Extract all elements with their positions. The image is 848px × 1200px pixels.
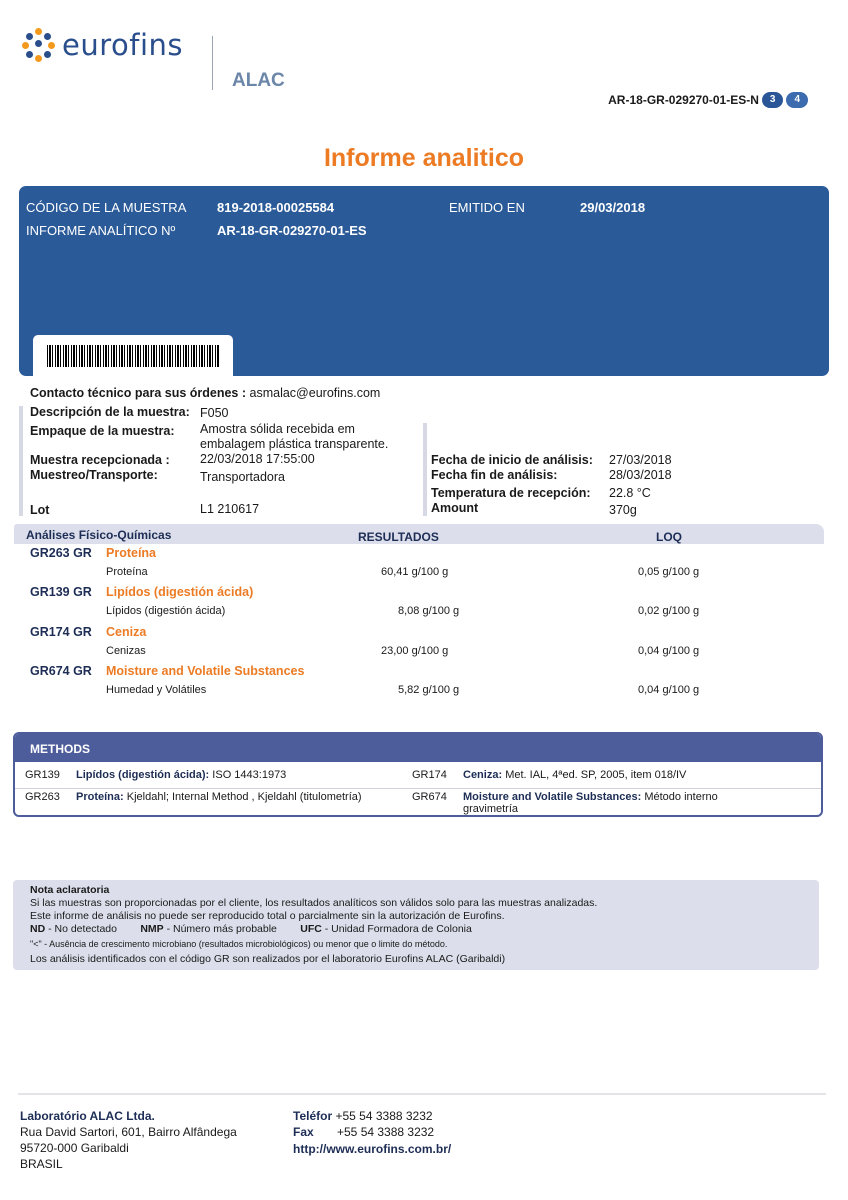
amount-label: Amount — [431, 501, 479, 515]
temp-value: 22.8 °C — [609, 486, 651, 500]
loq-value: 0,04 g/100 g — [638, 645, 700, 657]
start-date-label: Fecha de inicio de análisis: — [431, 453, 593, 467]
pack-value-2: embalagem plástica transparente. — [200, 437, 389, 451]
note-line: Este informe de análisis no puede ser reproducido total o parcialmente sin la autorización de Eurofins. — [30, 910, 505, 922]
footer-company: Laboratório ALAC Ltda. — [20, 1109, 155, 1123]
method-text: Kjeldahl; Internal Method , Kjeldahl (titulometría) — [126, 791, 362, 803]
barcode-bars — [47, 345, 219, 367]
analysis-code: GR674 GR — [30, 664, 92, 678]
methods-separator — [15, 788, 821, 789]
methods-box — [13, 732, 823, 817]
end-date-label: Fecha fin de análisis: — [431, 468, 558, 482]
pack-label: Empaque de la muestra: — [30, 424, 175, 438]
method-code: GR263 — [25, 791, 60, 803]
method-code: GR139 — [25, 769, 60, 781]
logo-divider — [212, 36, 213, 90]
loq-value: 0,05 g/100 g — [638, 566, 700, 578]
received-value: 22/03/2018 17:55:00 — [200, 452, 315, 466]
temp-label: Temperatura de recepción: — [431, 486, 591, 500]
info-right-bar — [423, 423, 427, 516]
result-value: 8,08 g/100 g — [398, 605, 460, 617]
methods-title: METHODS — [30, 742, 90, 756]
pack-value-1: Amostra sólida recebida em — [200, 422, 355, 436]
brand-name: eurofins — [62, 28, 184, 62]
method-code: GR674 — [412, 791, 447, 803]
abbr-nd: ND — [30, 923, 46, 935]
received-label: Muestra recepcionada : — [30, 453, 170, 467]
result-value: 5,82 g/100 g — [398, 684, 460, 696]
note-line: Si las muestras son proporcionadas por el cliente, los resultados analíticos son válidos solo para las muestras analizadas. — [30, 897, 598, 909]
note-title: Nota aclaratoria — [30, 884, 110, 896]
footer-fax — [293, 1125, 434, 1139]
method-name: Proteína: — [76, 791, 124, 803]
transport-value: Transportadora — [200, 470, 285, 484]
col-results: RESULTADOS — [358, 530, 439, 544]
end-date-value: 28/03/2018 — [609, 468, 672, 482]
parameter-name: Proteína — [106, 566, 148, 578]
result-value: 23,00 g/100 g — [381, 645, 449, 657]
abbr-nd-text: - No detectado — [48, 923, 117, 935]
note-line-small: "<" - Ausência de crescimento microbiano (resultados microbiológicos) ou menor que o limite do método. — [30, 939, 448, 949]
method-text: Método interno — [644, 791, 718, 803]
abbreviations-line — [30, 923, 472, 935]
footer-address-2: 95720-000 Garibaldi — [20, 1141, 129, 1155]
method-desc — [76, 769, 286, 781]
footer-website-link[interactable]: http://www.eurofins.com.br/ — [293, 1142, 452, 1156]
method-name: Ceniza: — [463, 769, 503, 781]
report-reference — [608, 92, 808, 108]
lot-label: Lot — [30, 503, 50, 517]
analysis-code: GR263 GR — [30, 546, 92, 560]
disclaimer-note — [13, 880, 819, 970]
method-text-cont: gravimetría — [463, 803, 519, 815]
phone-label: Teléfor — [293, 1109, 333, 1123]
contact-line — [30, 386, 380, 400]
parameter-name: Humedad y Volátiles — [106, 684, 207, 696]
parameter-name: Lípidos (digestión ácida) — [106, 605, 226, 617]
footer-country: BRASIL — [20, 1157, 63, 1171]
method-code: GR174 — [412, 769, 447, 781]
footer-phone — [293, 1109, 433, 1123]
method-desc — [463, 791, 718, 803]
issued-value: 29/03/2018 — [580, 200, 646, 215]
parameter-name: Cenizas — [106, 645, 146, 657]
amount-value: 370g — [609, 503, 637, 517]
method-name: Moisture and Volatile Substances: — [463, 791, 642, 803]
desc-label: Descripción de la muestra: — [30, 405, 190, 419]
page-total-badge: 4 — [786, 92, 808, 108]
analysis-name: Ceniza — [106, 625, 147, 639]
contact-email: asmalac@eurofins.com — [249, 386, 381, 400]
start-date-value: 27/03/2018 — [609, 453, 672, 467]
analysis-name: Lipídos (digestión ácida) — [106, 585, 254, 599]
method-text: Met. IAL, 4ªed. SP, 2005, item 018/IV — [505, 769, 687, 781]
lot-value: L1 210617 — [200, 502, 260, 516]
eurofins-dots-icon — [22, 28, 56, 62]
division-name: ALAC — [232, 70, 285, 91]
issued-label: EMITIDO EN — [449, 200, 525, 215]
contact-label: Contacto técnico para sus órdenes : — [30, 386, 247, 400]
phone-value: +55 54 3388 3232 — [335, 1109, 433, 1123]
abbr-nmp-text: - Número más probable — [166, 923, 277, 935]
loq-value: 0,04 g/100 g — [638, 684, 700, 696]
analysis-name: Proteína — [106, 546, 157, 560]
page-title: Informe analitico — [323, 144, 525, 172]
transport-label: Muestreo/Transporte: — [30, 468, 158, 482]
report-ref-code: AR-18-GR-029270-01-ES-N — [608, 93, 759, 107]
analysis-name: Moisture and Volatile Substances — [106, 664, 305, 678]
barcode — [33, 335, 233, 377]
fax-label: Fax — [293, 1125, 314, 1139]
method-desc — [463, 769, 686, 781]
report-number-label: INFORME ANALÍTICO Nº — [26, 223, 176, 238]
page-current-badge: 3 — [762, 92, 784, 108]
method-name: Lipídos (digestión ácida): — [76, 769, 210, 781]
info-left-bar — [19, 406, 23, 516]
fax-value: +55 54 3388 3232 — [337, 1125, 435, 1139]
method-desc — [76, 791, 362, 803]
abbr-ufc: UFC — [300, 923, 322, 935]
footer-divider — [18, 1093, 826, 1095]
col-loq: LOQ — [656, 530, 682, 544]
footer-address-1: Rua David Sartori, 601, Bairro Alfândega — [20, 1125, 237, 1139]
note-line: Los análisis identificados con el código GR son realizados por el laboratorio Eurofins ALAC (Garibaldi) — [30, 953, 506, 965]
sample-code-value: 819-2018-00025584 — [217, 200, 335, 215]
section-title: Análises Físico-Químicas — [26, 528, 172, 542]
abbr-nmp: NMP — [140, 923, 164, 935]
sample-code-label: CÓDIGO DE LA MUESTRA — [26, 200, 187, 215]
method-text: ISO 1443:1973 — [212, 769, 287, 781]
loq-value: 0,02 g/100 g — [638, 605, 700, 617]
desc-value: F050 — [200, 406, 229, 420]
results-header — [14, 524, 824, 544]
report-number-value: AR-18-GR-029270-01-ES — [217, 223, 367, 238]
abbr-ufc-text: - Unidad Formadora de Colonia — [324, 923, 472, 935]
methods-header — [15, 734, 821, 762]
eurofins-logo — [22, 28, 183, 62]
analysis-code: GR174 GR — [30, 625, 92, 639]
analysis-code: GR139 GR — [30, 585, 92, 599]
result-value: 60,41 g/100 g — [381, 566, 449, 578]
